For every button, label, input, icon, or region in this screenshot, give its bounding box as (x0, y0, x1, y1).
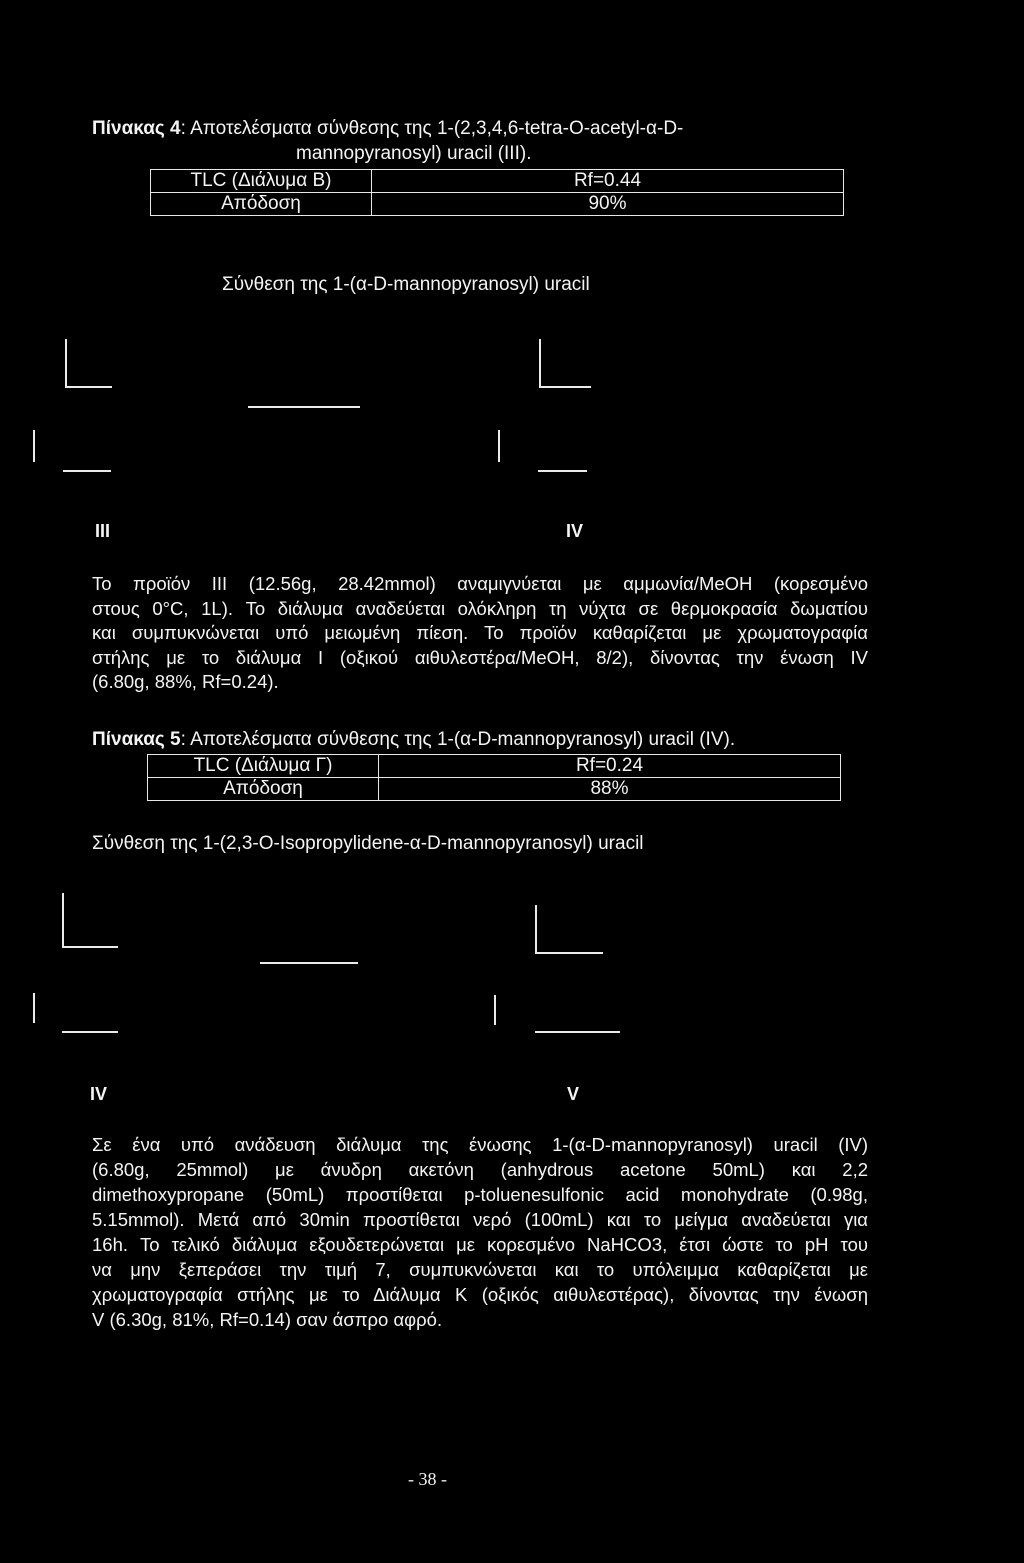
compound-label-right-1: IV (566, 521, 584, 541)
table5-row1-key: TLC (Διάλυμα Γ) (148, 755, 379, 778)
structure-line (65, 386, 112, 388)
paragraph-2-line: να μην ξεπεράσει την τιμή 7, συμπυκνώνεται και το υπόλειμμα καθαρίζεται με (92, 1259, 868, 1280)
paragraph-2-line: 5.15mmol). Μετά από 30min προστίθεται νερό (100mL) και το μείγμα αναδεύεται για (92, 1209, 868, 1230)
structure-line (538, 470, 587, 472)
compound-label-left-1: III (95, 521, 111, 541)
table4-row2-key: Απόδοση (151, 193, 372, 216)
paragraph-2-line: Σε ένα υπό ανάδευση διάλυμα της ένωσης 1-(α-D-mannopyranosyl) uracil (IV) (92, 1134, 868, 1155)
section1-heading: Σύνθεση της 1-(α-D-mannopyranosyl) uracil (222, 274, 590, 295)
table4-row2-value: 90% (372, 193, 844, 216)
table4-row1-value: Rf=0.44 (372, 170, 844, 193)
paragraph-2-line: 16h. Το τελικό διάλυμα εξουδετερώνεται με κορεσμένο NaHCO3, έτσι ώστε το pH του (92, 1234, 868, 1255)
structure-line (33, 430, 35, 462)
paragraph-1-line: (6.80g, 88%, Rf=0.24). (92, 671, 279, 692)
structure-line (539, 386, 591, 388)
paragraph-1-line: Το προϊόν III (12.56g, 28.42mmol) αναμιγνύεται με αμμωνία/MeOH (κορεσμένο (92, 573, 868, 594)
paragraph-1-line: στους 0°C, 1L). Το διάλυμα αναδεύεται ολόκληρη τη νύχτα σε θερμοκρασία δωματίου (92, 597, 868, 619)
table5-row2-value: 88% (379, 778, 841, 801)
paragraph-2-line: dimethoxypropane (50mL) προστίθεται p-toluenesulfonic acid monohydrate (0.98g, (92, 1184, 868, 1205)
structure-line (535, 1031, 620, 1033)
structure-line (62, 1031, 118, 1033)
paragraph-2-line: V (6.30g, 81%, Rf=0.14) σαν άσπρο αφρό. (92, 1309, 443, 1330)
paragraph-1 (92, 572, 868, 695)
table4 (150, 169, 844, 216)
table5-row2-key: Απόδοση (148, 778, 379, 801)
paragraph-2 (92, 1132, 868, 1332)
paragraph-2-line: (6.80g, 25mmol) με άνυδρη ακετόνη (anhydrous acetone 50mL) και 2,2 (92, 1159, 868, 1180)
structure-line (33, 993, 35, 1023)
table-row (151, 193, 844, 216)
structure-line (498, 430, 500, 462)
table-row (148, 778, 841, 801)
structure-line (62, 946, 118, 948)
table4-caption (92, 118, 683, 140)
structure-line (260, 962, 358, 964)
paragraph-1-line: στήλης με το διάλυμα I (οξικού αιθυλεστέρα/MeOH, 8/2), δίνοντας την ένωση IV (92, 646, 868, 668)
table4-row1-key: TLC (Διάλυμα Β) (151, 170, 372, 193)
table4-label: Πίνακας 4 (92, 118, 181, 139)
table5-caption-text: : Αποτελέσματα σύνθεσης της 1-(α-D-mannopyranosyl) uracil (IV). (180, 729, 736, 750)
structure-line (535, 952, 603, 954)
table5-caption (92, 729, 735, 751)
paragraph-2-line: χρωματογραφία στήλης με το Διάλυμα Κ (οξικός αιθυλεστέρας), δίνοντας την ένωση (92, 1284, 868, 1305)
table-row (148, 755, 841, 778)
table4-caption-text: : Αποτελέσματα σύνθεσης της 1-(2,3,4,6-tetra-O-acetyl-α-D- (180, 118, 684, 139)
table5-label: Πίνακας 5 (92, 729, 181, 750)
table-row (151, 170, 844, 193)
structure-line (539, 339, 541, 387)
section2-heading: Σύνθεση της 1-(2,3-O-Isopropylidene-α-D-mannopyranosyl) uracil (92, 833, 644, 854)
table5 (147, 754, 841, 801)
table4-caption-line2: mannopyranosyl) uracil (III). (296, 143, 532, 164)
structure-line (62, 893, 64, 947)
paragraph-1-line: και συμπυκνώνεται υπό μειωμένη πίεση. Το προϊόν καθαρίζεται με χρωματογραφία (92, 622, 868, 643)
structure-line (65, 339, 67, 387)
compound-label-left-2: IV (90, 1084, 108, 1104)
structure-line (248, 406, 360, 408)
table5-row1-value: Rf=0.24 (379, 755, 841, 778)
structure-line (494, 995, 496, 1025)
page-number: - 38 - (408, 1469, 447, 1489)
compound-label-right-2: V (567, 1084, 580, 1104)
structure-line (535, 905, 537, 953)
structure-line (63, 470, 111, 472)
